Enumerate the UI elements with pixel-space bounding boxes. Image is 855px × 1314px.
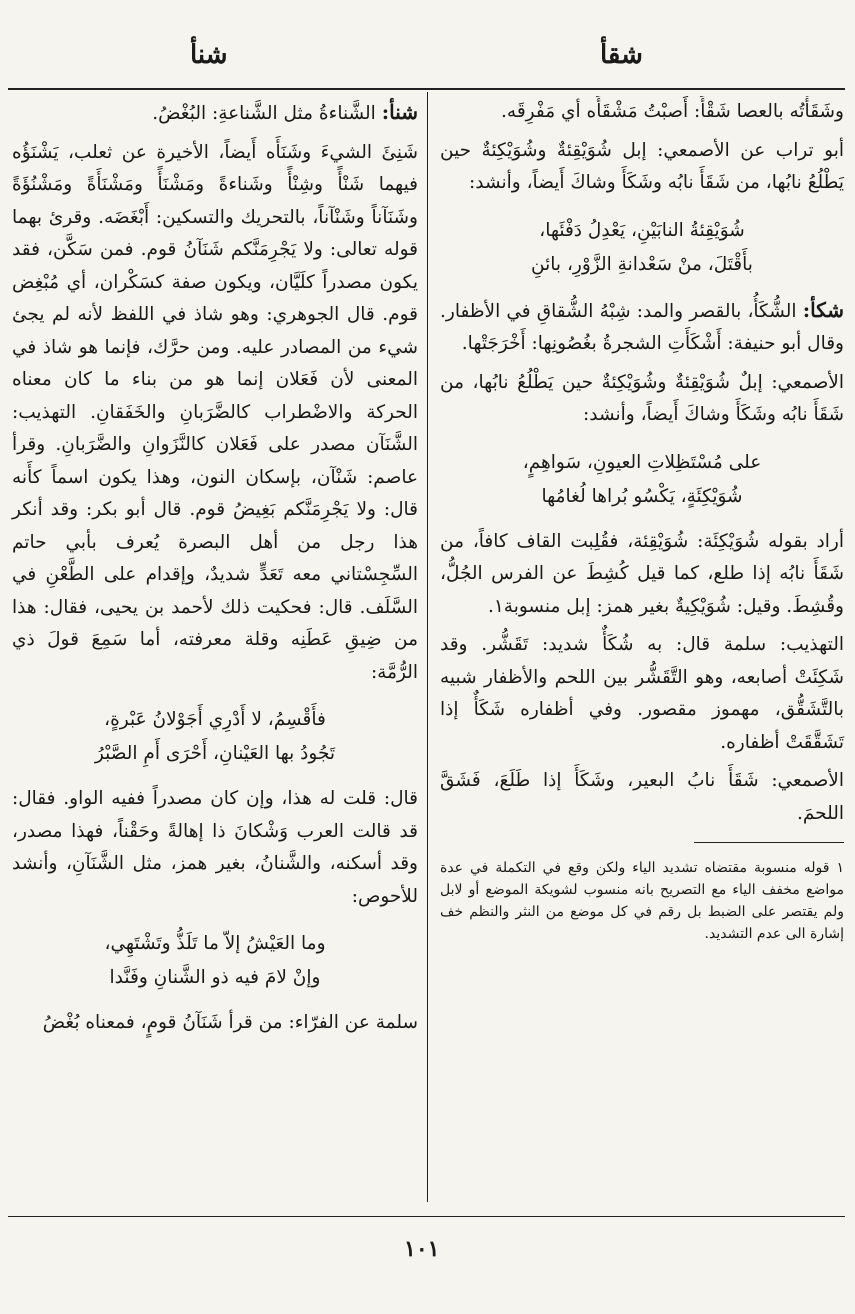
verse-line: شُوَيْقِئةُ النابَيْنِ، يَعْدِلُ دَفْئَها، (539, 219, 745, 241)
footnote-rule (694, 842, 844, 843)
headword: شكأ: (802, 297, 845, 322)
verse (12, 927, 418, 995)
paragraph: شَنِئَ الشيءَ وشَنَأَه أَيضاً، الأخيرة عن ثعلب، يَشْنَؤُه فيهما شَنْأً وشِنْأً وشَناءةً ومَشْنَأً ومَشْنَأَةً ومَشْنُؤَةً وشَنَآناً وشَنْآناً، بالتحريك والتسكين: أَبْغَضَه. وقرئ بهما قوله تعالى: ولا يَجْرِمَنَّكم شَنَآنُ قوم. فمن سَكَّن، فقد يكون مصدراً كلَيَّان، ويكون صفة كسَكْران، أي مُبْغِض قوم. قال الجوهري: وهو شاذ في اللفظ لأنه لم يجئ شيء من المصادر عليه. ومن حرَّك، فإنما هو شاذ في المعنى لأن فَعَلان إنما هو من بناء ما كان معناه الحركة والاضْطراب كالضَّرَبانِ والخَفَقانِ. التهذيب: الشَّنَآن مصدر على فَعَلان كالنَّزَوانِ والضَّرَبانِ. وقرأ عاصم: شَنْآن، بإسكان النون، وهذا يكون اسماً كأَنه قال: ولا يَجْرِمَنَّكم بَغِيضُ قوم. قال أبو بكر: وقد أنكر هذا رجل من أهل البصرة يُعرف بأبي حاتم السِّجِسْتاني معه تَعَدٍّ شديدٌ، وإقدام على الطَّعْنِ في السَّلَف. قال: فحكيت ذلك لأحمد بن يحيى، فقال: هذا من ضِيقِ عَطَنِه وقلة معرفته، أما سَمِعَ قولَ ذي الرُّمَّة: (12, 141, 418, 683)
verse-line: تَجُودُ بها العَيْنانِ، أَحْرَى أَمِ الصَّبْرُ (94, 743, 336, 764)
headword: شنأ: (381, 100, 418, 124)
verse-line: على مُسْتَظِلاتِ العيونِ، سَواهِمٍ، (522, 451, 762, 473)
paragraph: الأصمعي: إبلٌ شُوَيْقِئةٌ وشُوَيْكِئةٌ حين يَطْلُعُ نابُها، من شَقَأَ نابُه وشَكَأَ وشاكَ أَيضاً، وأنشد: (440, 371, 844, 425)
entry-shaka (440, 294, 844, 361)
verse-line: شُوَيْكِئَةٍ، يَكْسُو بُراها لُغامُها (541, 485, 743, 507)
column-divider (427, 92, 428, 1202)
right-column (434, 96, 846, 1206)
paragraph: أبو تراب عن الأصمعي: إبل شُوَيْقِئةٌ وشُوَيْكِئةٌ حين يَطْلُعُ نابُها، من شَقَأَ نابُه وشَكَأَ وشاكَ أَيضاً، وأنشد: (440, 139, 844, 193)
verse-line: وإنْ لامَ فيه ذو الشَّنانِ وفَنَّدا (109, 967, 321, 988)
entry-text: الشُّكَأُ، بالقصر والمد: شِبْهُ الشُّقاقِ في الأظفار. وقال أبو حنيفة: أَشْكَأَتِ الشجرةُ بغُصُونِها: أَخْرَجَتْها. (440, 300, 844, 354)
running-head-left: شنأ (190, 40, 228, 70)
footer-rule (8, 1216, 845, 1217)
verse-line: بأَقْتَلَ، منْ سَعْدانةِ الزَّوْرِ، بائنِ (531, 253, 753, 275)
verse (12, 703, 418, 771)
verse (440, 214, 844, 282)
entry-shana (12, 96, 418, 131)
paragraph: قال: قلت له هذا، وإن كان مصدراً ففيه الواو. فقال: قد قالت العرب وَشْكانَ ذا إهالةً وحَقْناً، فهذا مصدر، وقد أسكنه، والشَّنانُ، بغير همز، مثل الشَّنَآنِ، وأنشد للأحوص: (12, 788, 418, 907)
footnote: ١ قوله منسوبة مقتضاه تشديد الياء ولكن وقع في التكملة في عدة مواضع مخفف الياء مع التصريح بانه منسوب لشويكة الموضع أو لابل ولم يقتصر على الضبط بل رقم في كل موضع من النثر والنظم خف إشارة الى عدم التشديد. (440, 860, 844, 942)
paragraph: وشَقَأْتُه بالعصا شَقْأً: أَصبْتُ مَشْقَأَه أي مَفْرِقَه. (501, 101, 844, 122)
paragraph: الأصمعي: شَقَأَ نابُ البعير، وشَكَأَ إذا طَلَعَ، فَشَقَّ اللحمَ. (440, 770, 844, 824)
verse (440, 446, 844, 514)
verse-line: فأَقْسِمُ، لا أَدْرِي أَجَوْلانُ عَبْرةٍ، (104, 709, 326, 730)
paragraph: أراد بقوله شُوَيْكِئَة: شُوَيْقِئة، فقُلِبت القاف كافاً، من شَقَأَ نابُه إذا طلع، كما قيل كُشِطَ عن الفرس الجُلُّ، وقُشِطَ. وقيل: شُوَيْكِيةٌ بغير همز: إبل منسوبة١. (440, 530, 844, 617)
page-number: ١٠١ (404, 1236, 440, 1262)
paragraph: التهذيب: سلمة قال: به شُكَأٌ شديد: تَقَشُّر. وقد شَكِئَتْ أصابعه، وهو التَّقَشُّر بين اللحم والأظفار شبيه بالتَّشَقُّق، مهموز مقصور. وفي أظفاره شَكَأٌ إذا تَشَقَّقَتْ أظفاره. (440, 634, 844, 753)
left-column (8, 96, 420, 1206)
header-rule (8, 88, 845, 90)
paragraph: سلمة عن الفرّاء: من قرأ شَنَآنُ قومٍ، فمعناه بُغْضُ (42, 1012, 418, 1033)
running-head-right: شقأ (600, 40, 643, 70)
entry-text: الشَّناءةُ مثل الشَّناعةِ: البُغْضُ. (152, 103, 376, 124)
verse-line: وما العَيْشُ إلاّ ما تَلَذُّ وتَشْتَهِي، (104, 933, 326, 954)
